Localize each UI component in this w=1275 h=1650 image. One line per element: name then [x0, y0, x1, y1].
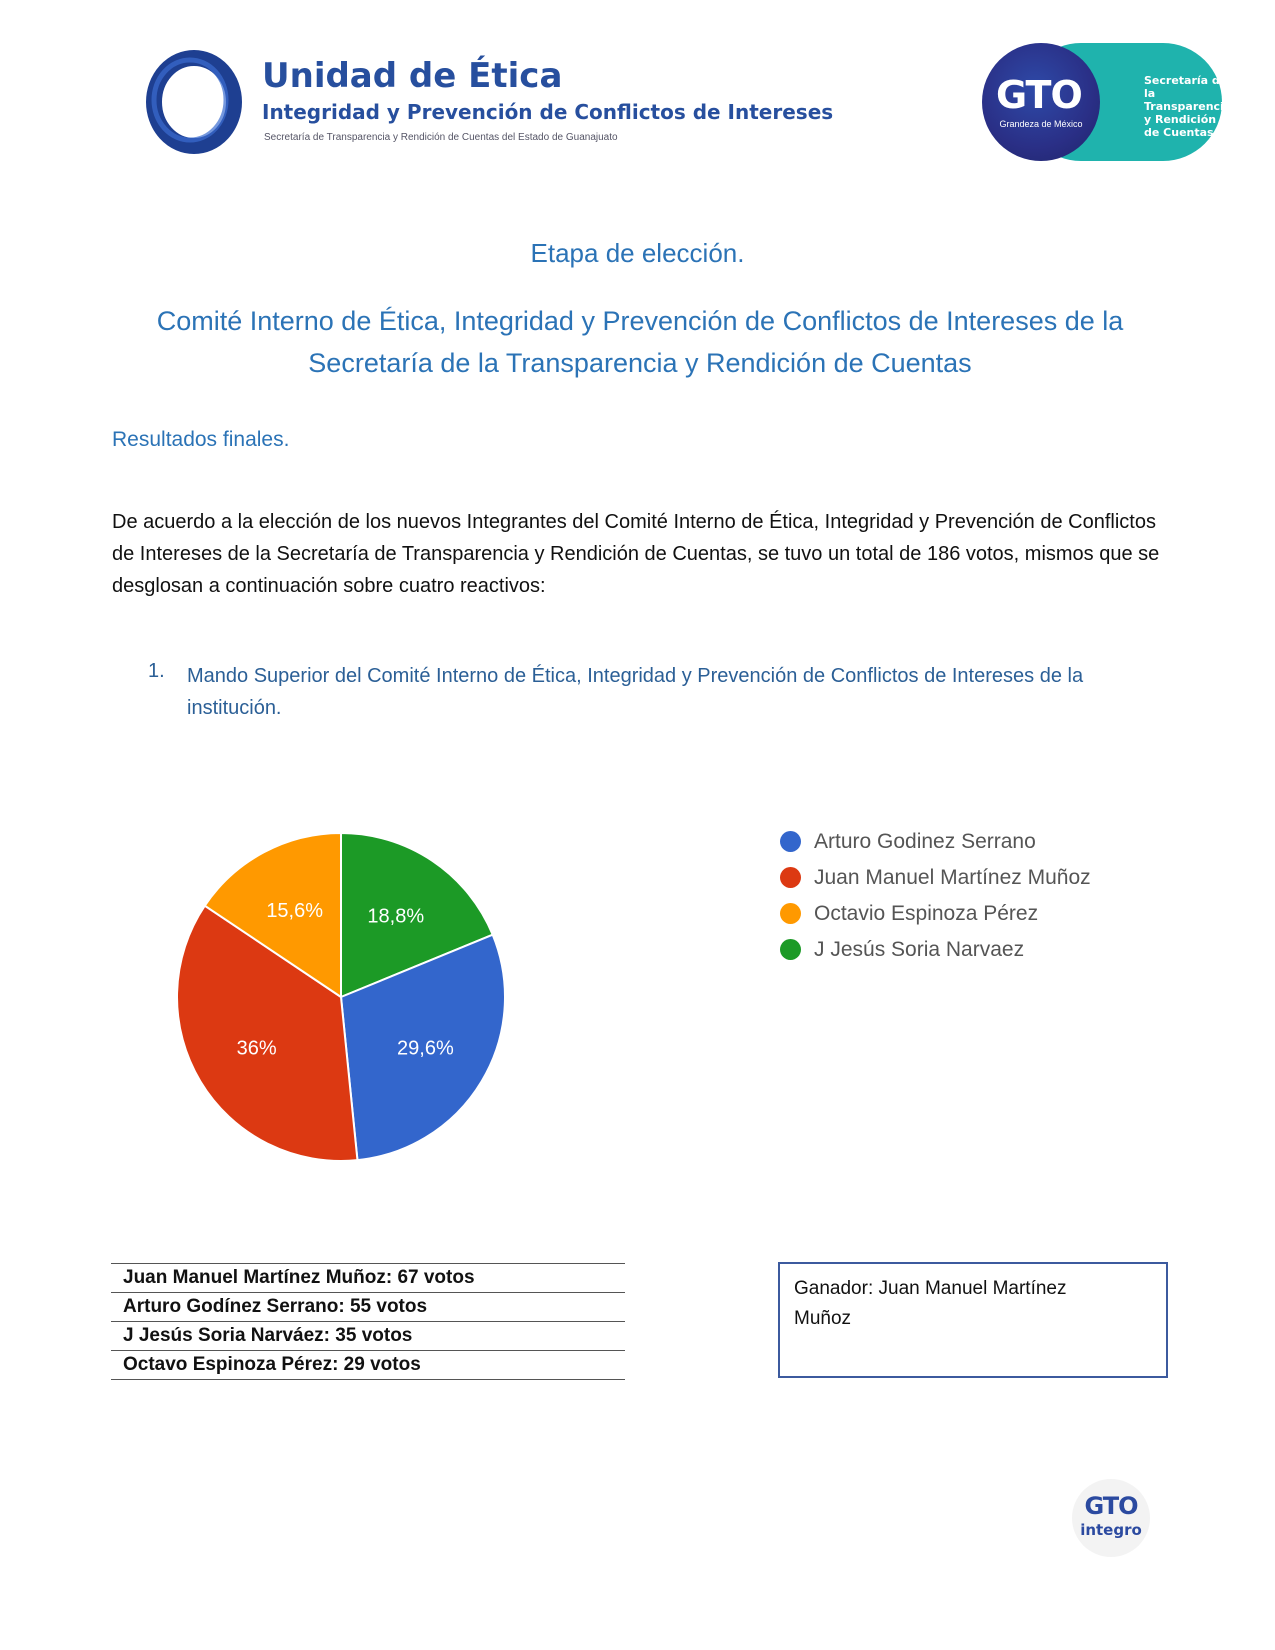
- secretaria-line: y Rendición: [1144, 113, 1217, 126]
- pie-svg: [100, 800, 520, 1220]
- secretaria-lines: [1144, 74, 1231, 139]
- legend-dot-icon: [780, 867, 801, 888]
- footer-word: integro: [1080, 1521, 1142, 1539]
- pie-slice-label: 15,6%: [266, 900, 324, 923]
- committee-title: Comité Interno de Ética, Integridad y Prevención de Conflictos de Intereses de la Secretaría de la Transparencia y Rendición de Cuentas: [156, 306, 1124, 378]
- legend-item: [780, 860, 1091, 896]
- chart-legend: [780, 824, 1091, 968]
- winner-label-cont: Muñoz: [794, 1308, 852, 1329]
- secretaria-line: de Cuentas: [1144, 126, 1214, 139]
- legend-label: Arturo Godinez Serrano: [814, 830, 1036, 853]
- logo-subtitle: Integridad y Prevención de Conflictos de Intereses: [262, 100, 834, 124]
- table-cell: J Jesús Soria Narváez: 35 votos: [111, 1322, 625, 1351]
- table-cell: Octavo Espinoza Pérez: 29 votos: [111, 1351, 625, 1380]
- gto-secretaria-logo: [982, 43, 1232, 163]
- table-row: [111, 1351, 625, 1380]
- stage-title: Etapa de elección.: [530, 238, 745, 268]
- pie-slice-label: 36%: [236, 1037, 277, 1060]
- gto-brand: GTO: [996, 73, 1082, 117]
- legend-label: Octavio Espinoza Pérez: [814, 902, 1039, 925]
- legend-label: J Jesús Soria Narvaez: [814, 938, 1025, 961]
- logo-title: Unidad de Ética: [262, 56, 563, 96]
- list-item-number: 1.: [148, 660, 165, 682]
- winner-label: Ganador: Juan Manuel Martínez: [794, 1278, 1067, 1299]
- table-row: [111, 1293, 625, 1322]
- gto-integro-logo: [1072, 1479, 1150, 1557]
- legend-label: Juan Manuel Martínez Muñoz: [814, 866, 1091, 889]
- unidad-etica-logo: [140, 48, 860, 158]
- results-heading: Resultados finales.: [112, 428, 290, 451]
- pie-slice-label: 18,8%: [367, 905, 425, 928]
- legend-dot-icon: [780, 939, 801, 960]
- votes-table: [111, 1263, 625, 1380]
- secretaria-line: la Transparencia: [1144, 87, 1232, 113]
- logo-caption: Secretaría de Transparencia y Rendición de Cuentas del Estado de Guanajuato: [264, 132, 618, 143]
- table-row: [111, 1322, 625, 1351]
- table-cell: Arturo Godínez Serrano: 55 votos: [111, 1293, 625, 1322]
- table-row: [111, 1264, 625, 1293]
- legend-item: [780, 824, 1091, 860]
- gto-circle: [982, 43, 1100, 161]
- list-item-text: Mando Superior del Comité Interno de Ética, Integridad y Prevención de Conflictos de Intereses de la institución.: [187, 665, 1084, 719]
- legend-item: [780, 932, 1091, 968]
- intro-paragraph: De acuerdo a la elección de los nuevos Integrantes del Comité Interno de Ética, Integridad y Prevención de Conflictos de Intereses de la Secretaría de Transparencia y Rendición de Cuentas, se tuvo un total de 186 votos, mismos que se desglosan a continuación sobre cuatro reactivos:: [112, 511, 1160, 597]
- legend-dot-icon: [780, 903, 801, 924]
- ring-icon: [140, 48, 250, 158]
- secretaria-line: Secretaría de: [1144, 74, 1228, 87]
- footer-brand: GTO: [1084, 1492, 1138, 1520]
- winner-box: [778, 1262, 1168, 1378]
- pie-chart: [100, 800, 1175, 1220]
- legend-dot-icon: [780, 831, 801, 852]
- pie-slice-label: 29,6%: [397, 1037, 454, 1060]
- table-cell: Juan Manuel Martínez Muñoz: 67 votos: [111, 1264, 625, 1293]
- legend-item: [780, 896, 1091, 932]
- gto-tagline: Grandeza de México: [999, 119, 1083, 129]
